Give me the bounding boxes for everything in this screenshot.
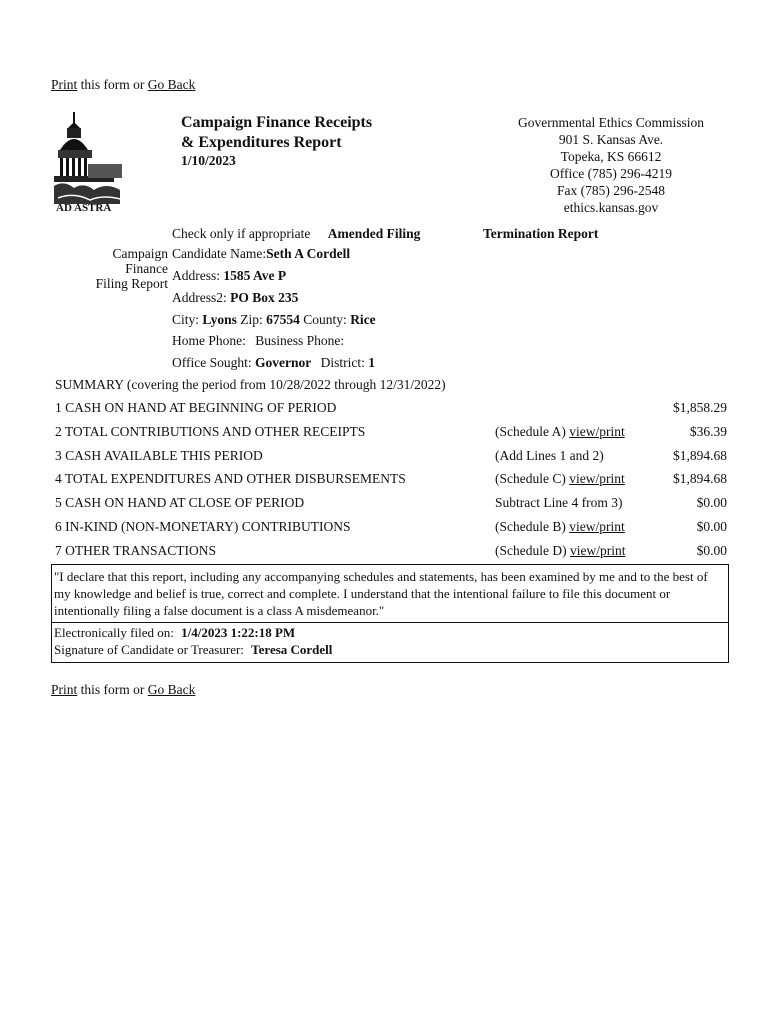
summary-heading: SUMMARY (covering the period from 10/28/2022 through 12/31/2022) — [55, 377, 446, 392]
summary-row-6 — [55, 516, 731, 538]
summary-row-amount: $1,894.68 — [673, 448, 727, 463]
commission-address-block — [495, 114, 727, 216]
home-phone-label: Home Phone: — [172, 333, 246, 348]
check-instruction: Check only if appropriate — [172, 226, 311, 241]
office-sought-value: Governor — [255, 355, 312, 370]
summary-row-label: 2 TOTAL CONTRIBUTIONS AND OTHER RECEIPTS — [55, 424, 366, 439]
business-phone-label: Business Phone: — [255, 333, 345, 348]
city-label: City: — [172, 312, 200, 327]
summary-row-5 — [55, 492, 731, 514]
address-value: 1585 Ave P — [223, 268, 287, 283]
summary-row-label: 7 OTHER TRANSACTIONS — [55, 543, 217, 558]
city-zip-county-row — [172, 312, 376, 328]
phone-row — [172, 333, 344, 349]
summary-row-amount: $1,858.29 — [673, 400, 727, 415]
summary-row-schedule — [495, 471, 625, 487]
electronically-filed-row — [54, 624, 724, 641]
summary-row-schedule — [495, 543, 625, 559]
filed-on-label: Electronically filed on: — [54, 625, 174, 640]
schedule-b-view-print-link[interactable]: view/print — [569, 519, 625, 534]
candidate-name-label: Candidate Name: — [172, 246, 267, 261]
filing-signature-box — [51, 621, 729, 663]
campaign-finance-filing-report-label — [80, 246, 168, 291]
side-label-line1: Campaign — [112, 246, 168, 261]
go-back-link-bottom[interactable]: Go Back — [147, 682, 196, 697]
summary-row-amount: $0.00 — [696, 519, 727, 534]
go-back-link-top[interactable]: Go Back — [147, 77, 196, 92]
bottom-nav — [51, 682, 195, 698]
summary-row-schedule: (Add Lines 1 and 2) — [495, 448, 604, 463]
candidate-name-value: Seth A Cordell — [266, 246, 351, 261]
print-link-bottom[interactable]: Print — [51, 682, 78, 697]
declaration-text: "I declare that this report, including any accompanying schedules and statements, has been examined by me and to the best of my knowledge and belief is true, correct and complete. I understand that the intentional failure to file this document or intentionally filing a false document is a class A misdemeanor." — [54, 569, 708, 618]
top-nav — [51, 77, 195, 93]
summary-row-amount: $0.00 — [696, 543, 727, 558]
address-label: Address: — [172, 268, 220, 283]
summary-row-schedule: Subtract Line 4 from 3) — [495, 495, 623, 510]
county-label: County: — [303, 312, 347, 327]
zip-label: Zip: — [240, 312, 263, 327]
declaration-box — [51, 564, 729, 623]
schedule-d-view-print-link[interactable]: view/print — [569, 543, 626, 558]
filed-on-value: 1/4/2023 1:22:18 PM — [181, 625, 296, 640]
summary-row-4 — [55, 468, 731, 490]
address-row — [172, 268, 286, 284]
summary-row-1 — [55, 397, 731, 419]
schedule-a-text: (Schedule A) — [495, 424, 570, 439]
candidate-name-row — [172, 246, 350, 262]
summary-row-amount: $36.39 — [689, 424, 727, 439]
kansas-capitol-seal-image — [54, 108, 134, 212]
office-sought-label: Office Sought: — [172, 355, 252, 370]
nav-text-top: this form or — [77, 77, 148, 92]
address2-label: Address2: — [172, 290, 227, 305]
summary-row-label: 4 TOTAL EXPENDITURES AND OTHER DISBURSEMENTS — [55, 471, 406, 486]
side-label-line3: Filing Report — [95, 276, 168, 291]
nav-text-bottom: this form or — [77, 682, 148, 697]
commission-street: 901 S. Kansas Ave. — [558, 132, 664, 147]
address2-row — [172, 290, 298, 306]
summary-row-schedule — [495, 424, 625, 440]
address2-value: PO Box 235 — [230, 290, 299, 305]
summary-row-7 — [55, 540, 731, 562]
commission-fax: Fax (785) 296-2548 — [557, 183, 665, 198]
district-label: District: — [320, 355, 365, 370]
termination-report-label: Termination Report — [483, 226, 599, 241]
signature-value: Teresa Cordell — [251, 642, 333, 657]
schedule-c-view-print-link[interactable]: view/print — [569, 471, 625, 486]
side-label-line2: Finance — [125, 261, 168, 276]
report-title-line1: Campaign Finance Receipts — [181, 114, 373, 131]
amended-filing-label: Amended Filing — [327, 226, 421, 241]
report-title-line2: & Expenditures Report — [181, 134, 342, 151]
commission-website: ethics.kansas.gov — [563, 200, 659, 215]
commission-name: Governmental Ethics Commission — [518, 115, 704, 130]
district-value: 1 — [368, 355, 375, 370]
summary-row-amount: $0.00 — [696, 495, 727, 510]
summary-row-label: 1 CASH ON HAND AT BEGINNING OF PERIOD — [55, 400, 337, 415]
schedule-a-view-print-link[interactable]: view/print — [569, 424, 625, 439]
report-date: 1/10/2023 — [181, 153, 236, 168]
summary-row-2 — [55, 421, 731, 443]
seal-caption-text: AD ASTRA — [56, 202, 112, 212]
office-district-row — [172, 355, 375, 371]
commission-city: Topeka, KS 66612 — [560, 149, 662, 164]
commission-office-phone: Office (785) 296-4219 — [550, 166, 672, 181]
summary-row-label: 6 IN-KIND (NON-MONETARY) CONTRIBUTIONS — [55, 519, 351, 534]
city-value: Lyons — [202, 312, 237, 327]
print-link-top[interactable]: Print — [51, 77, 78, 92]
schedule-b-text: (Schedule B) — [495, 519, 570, 534]
schedule-d-text: (Schedule D) — [495, 543, 570, 558]
schedule-c-text: (Schedule C) — [495, 471, 570, 486]
summary-row-3 — [55, 445, 731, 467]
signature-label: Signature of Candidate or Treasurer: — [54, 642, 244, 657]
summary-row-schedule — [495, 519, 625, 535]
signature-row — [54, 641, 724, 658]
summary-row-label: 5 CASH ON HAND AT CLOSE OF PERIOD — [55, 495, 305, 510]
summary-row-label: 3 CASH AVAILABLE THIS PERIOD — [55, 448, 263, 463]
summary-row-amount: $1,894.68 — [673, 471, 727, 486]
county-value: Rice — [350, 312, 376, 327]
zip-value: 67554 — [266, 312, 300, 327]
filing-check-line — [172, 226, 420, 242]
